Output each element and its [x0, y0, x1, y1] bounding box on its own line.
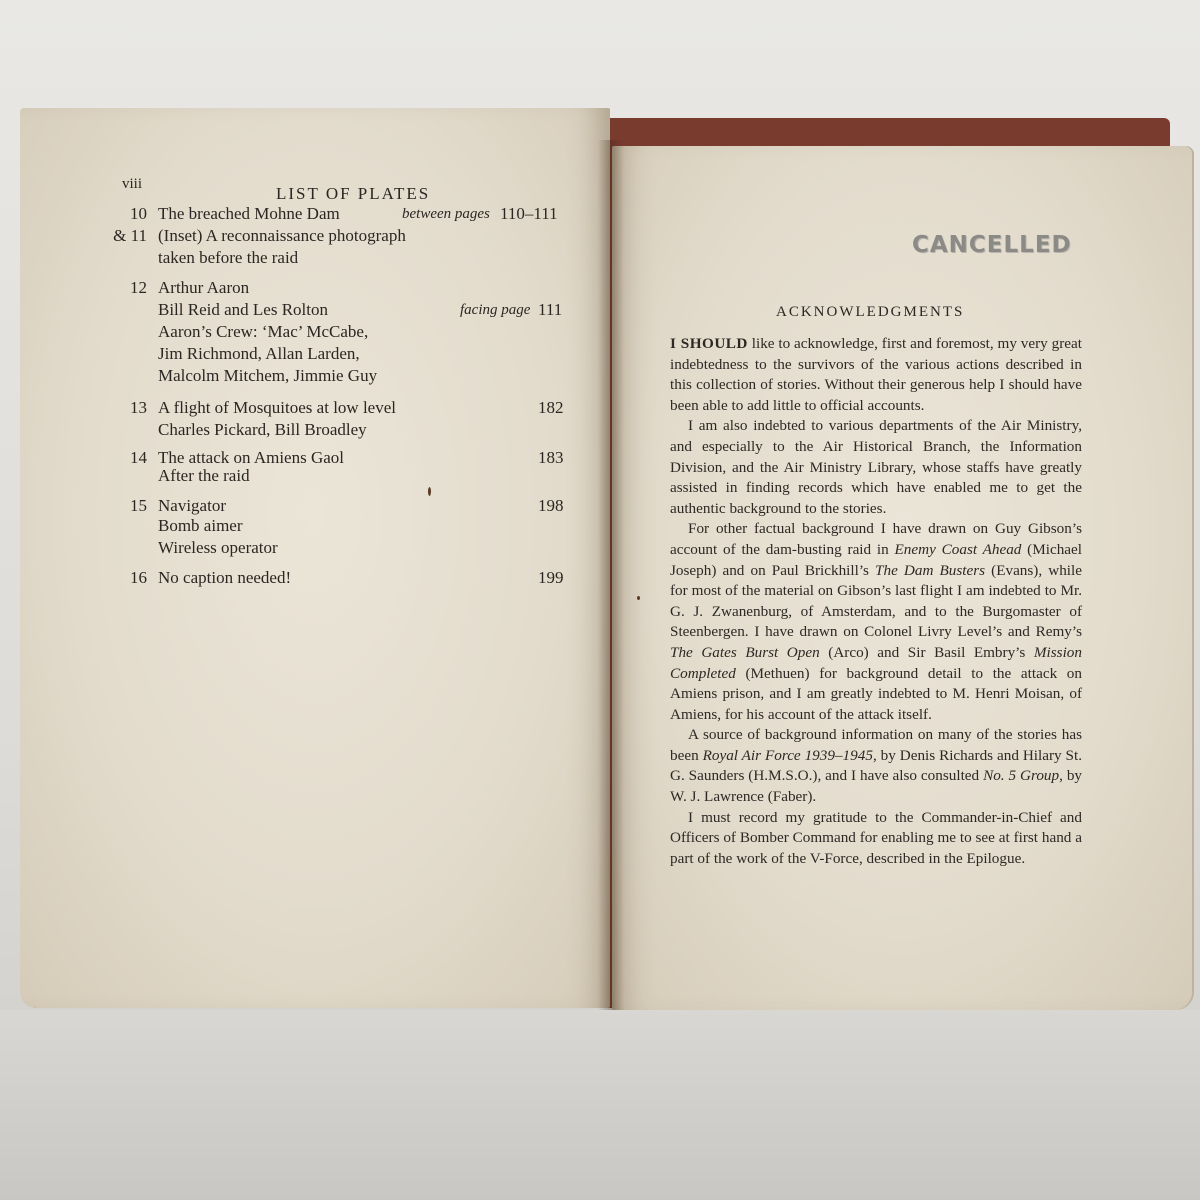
ack-paragraph-3: For other factual background I have drawn on Guy Gibson’s account of the dam-busting raid in Enemy Coast Ahead (Michael Joseph) and on Paul Brickhill’s The Dam Busters (Evans), while for most of the material on Gibson’s last flight I am indebted to Mr. G. J. Zwanenburg, of Amsterdam, and to the Burgomaster of Steenbergen. I have drawn on Colonel Livry Level’s and Remy’s The Gates Burst Open (Arco) and Sir Basil Embry’s Mission Completed (Methuen) for background detail to the attack on Amiens prison, and I am greatly indebted to M. Henri Moisan, of Amiens, for his account of the attack itself.: [670, 520, 1082, 723]
plate-page: 198: [538, 496, 564, 515]
plate-caption: The breached Mohne Dam: [158, 204, 340, 223]
plate-caption: No caption needed!: [158, 568, 292, 587]
plate-page-label: facing page: [460, 302, 531, 318]
paper-speck: [637, 596, 640, 600]
plate-number: 15: [130, 496, 147, 515]
plate-number: 12: [130, 278, 147, 297]
acknowledgments-body: [670, 334, 1082, 869]
plate-caption: The attack on Amiens Gaol: [158, 448, 345, 467]
table-surface: [0, 1010, 1200, 1200]
plate-caption: After the raid: [158, 466, 250, 485]
plate-page: 182: [538, 398, 564, 417]
plate-page: 199: [538, 568, 564, 587]
plate-caption: Bomb aimer: [158, 516, 243, 535]
ack-paragraph-2: I am also indebted to various departments of the Air Ministry, and especially to the Air Historical Branch, the Information Division, and the Air Ministry Library, whose staffs have greatly assisted in finding records which have enabled me to get the authentic background to the stories.: [670, 417, 1082, 517]
paper-speck: [428, 487, 431, 496]
list-of-plates-title: LIST OF PLATES: [276, 184, 431, 203]
plate-caption: Malcolm Mitchem, Jimmie Guy: [158, 366, 378, 385]
plate-caption: Jim Richmond, Allan Larden,: [158, 344, 360, 363]
cancelled-stamp: CANCELLED: [912, 232, 1072, 258]
plate-caption: Wireless operator: [158, 538, 278, 557]
ack-paragraph-4: A source of background information on many of the stories has been Royal Air Force 1939–1945, by Denis Richards and Hilary St. G. Saunders (H.M.S.O.), and I have also consulted No. 5 Group, by W. J. Lawrence (Faber).: [670, 726, 1083, 806]
acknowledgments-title: ACKNOWLEDGMENTS: [776, 304, 965, 320]
plate-caption: Navigator: [158, 496, 226, 515]
plate-number: 16: [130, 568, 147, 587]
plate-number: 13: [130, 398, 147, 417]
plate-number: 10: [130, 204, 147, 223]
plate-caption: Arthur Aaron: [158, 278, 250, 297]
plate-number: & 11: [113, 226, 147, 245]
ack-paragraph-1: I SHOULD like to acknowledge, first and foremost, my very great indebtedness to the survivors of the various actions described in this collection of stories. Without their generous help I should have been able to add little to official accounts.: [670, 335, 1082, 414]
plate-caption: A flight of Mosquitoes at low level: [158, 398, 396, 417]
plate-caption: (Inset) A reconnaissance photograph: [158, 226, 406, 245]
plate-page: 110–111: [500, 204, 558, 223]
plate-caption: taken before the raid: [158, 248, 299, 267]
book-gutter: [598, 140, 624, 1010]
plate-caption: Charles Pickard, Bill Broadley: [158, 420, 367, 439]
plate-page: 183: [538, 448, 564, 467]
plate-caption: Bill Reid and Les Rolton: [158, 300, 328, 319]
plate-page: 111: [538, 300, 563, 319]
ack-paragraph-5: I must record my gratitude to the Commander-in-Chief and Officers of Bomber Command for enabling me to see at first hand a part of the work of the V-Force, described in the Epilogue.: [670, 808, 1082, 867]
plate-number: 14: [130, 448, 147, 467]
plate-caption: Aaron’s Crew: ‘Mac’ McCabe,: [158, 322, 369, 341]
page-number: viii: [122, 176, 143, 192]
plate-page-label: between pages: [402, 206, 490, 222]
